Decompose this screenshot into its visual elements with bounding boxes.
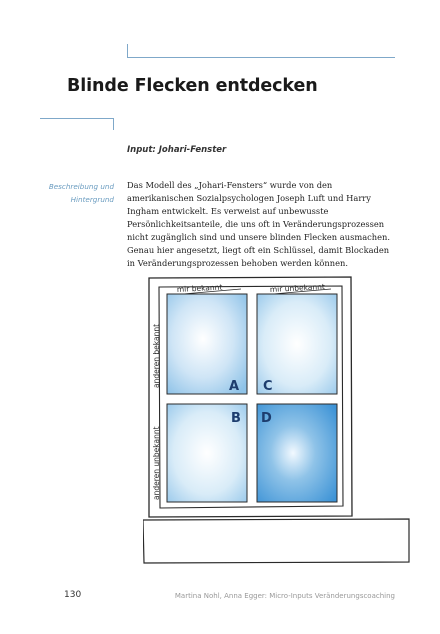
margin-label-line-2: Hintergrund	[70, 195, 114, 204]
footer-credit: Martina Nohl, Anna Egger: Micro-Inputs Veränderungscoaching	[174, 592, 395, 600]
johari-window-figure	[143, 268, 411, 574]
label-known-to-others: anderen bekannt	[152, 323, 161, 388]
window-sill	[143, 519, 409, 563]
margin-label	[40, 180, 114, 206]
page-number: 130	[64, 590, 82, 600]
label-known-to-self: mir bekannt	[176, 282, 223, 294]
section-subtitle: Input: Johari-Fenster	[127, 145, 227, 155]
johari-window-illustration	[143, 268, 411, 570]
label-unknown-to-self: mir unbekannt	[269, 282, 326, 294]
pane-a-letter: A	[229, 379, 240, 394]
section-rule-horizontal	[40, 118, 113, 119]
margin-label-line-1: Beschreibung und	[48, 182, 114, 191]
pane-c-letter: C	[263, 379, 273, 394]
top-rule-horizontal	[127, 57, 395, 58]
top-rule-vertical	[127, 44, 128, 58]
label-unknown-to-others: anderen unbekannt	[152, 426, 161, 500]
page-title: Blinde Flecken entdecken	[67, 76, 318, 96]
section-rule-vertical	[113, 118, 114, 130]
body-paragraph: Das Modell des „Johari-Fensters“ wurde von den amerikanischen Sozialpsychologen Joseph Luft und Harry Ingham entwickelt. Es verweist auf unbewusste Persönlichkeitsanteile, die uns oft in Veränderungsprozessen nicht zugänglich sind und unsere blinden Flecken ausmachen. Genau hier angesetzt, liegt oft ein Schlüssel, damit Blockaden in Veränderungsprozessen behoben werden können.	[127, 180, 391, 268]
pane-b-letter: B	[231, 411, 241, 426]
body-text	[127, 179, 399, 270]
pane-d-letter: D	[261, 411, 272, 426]
